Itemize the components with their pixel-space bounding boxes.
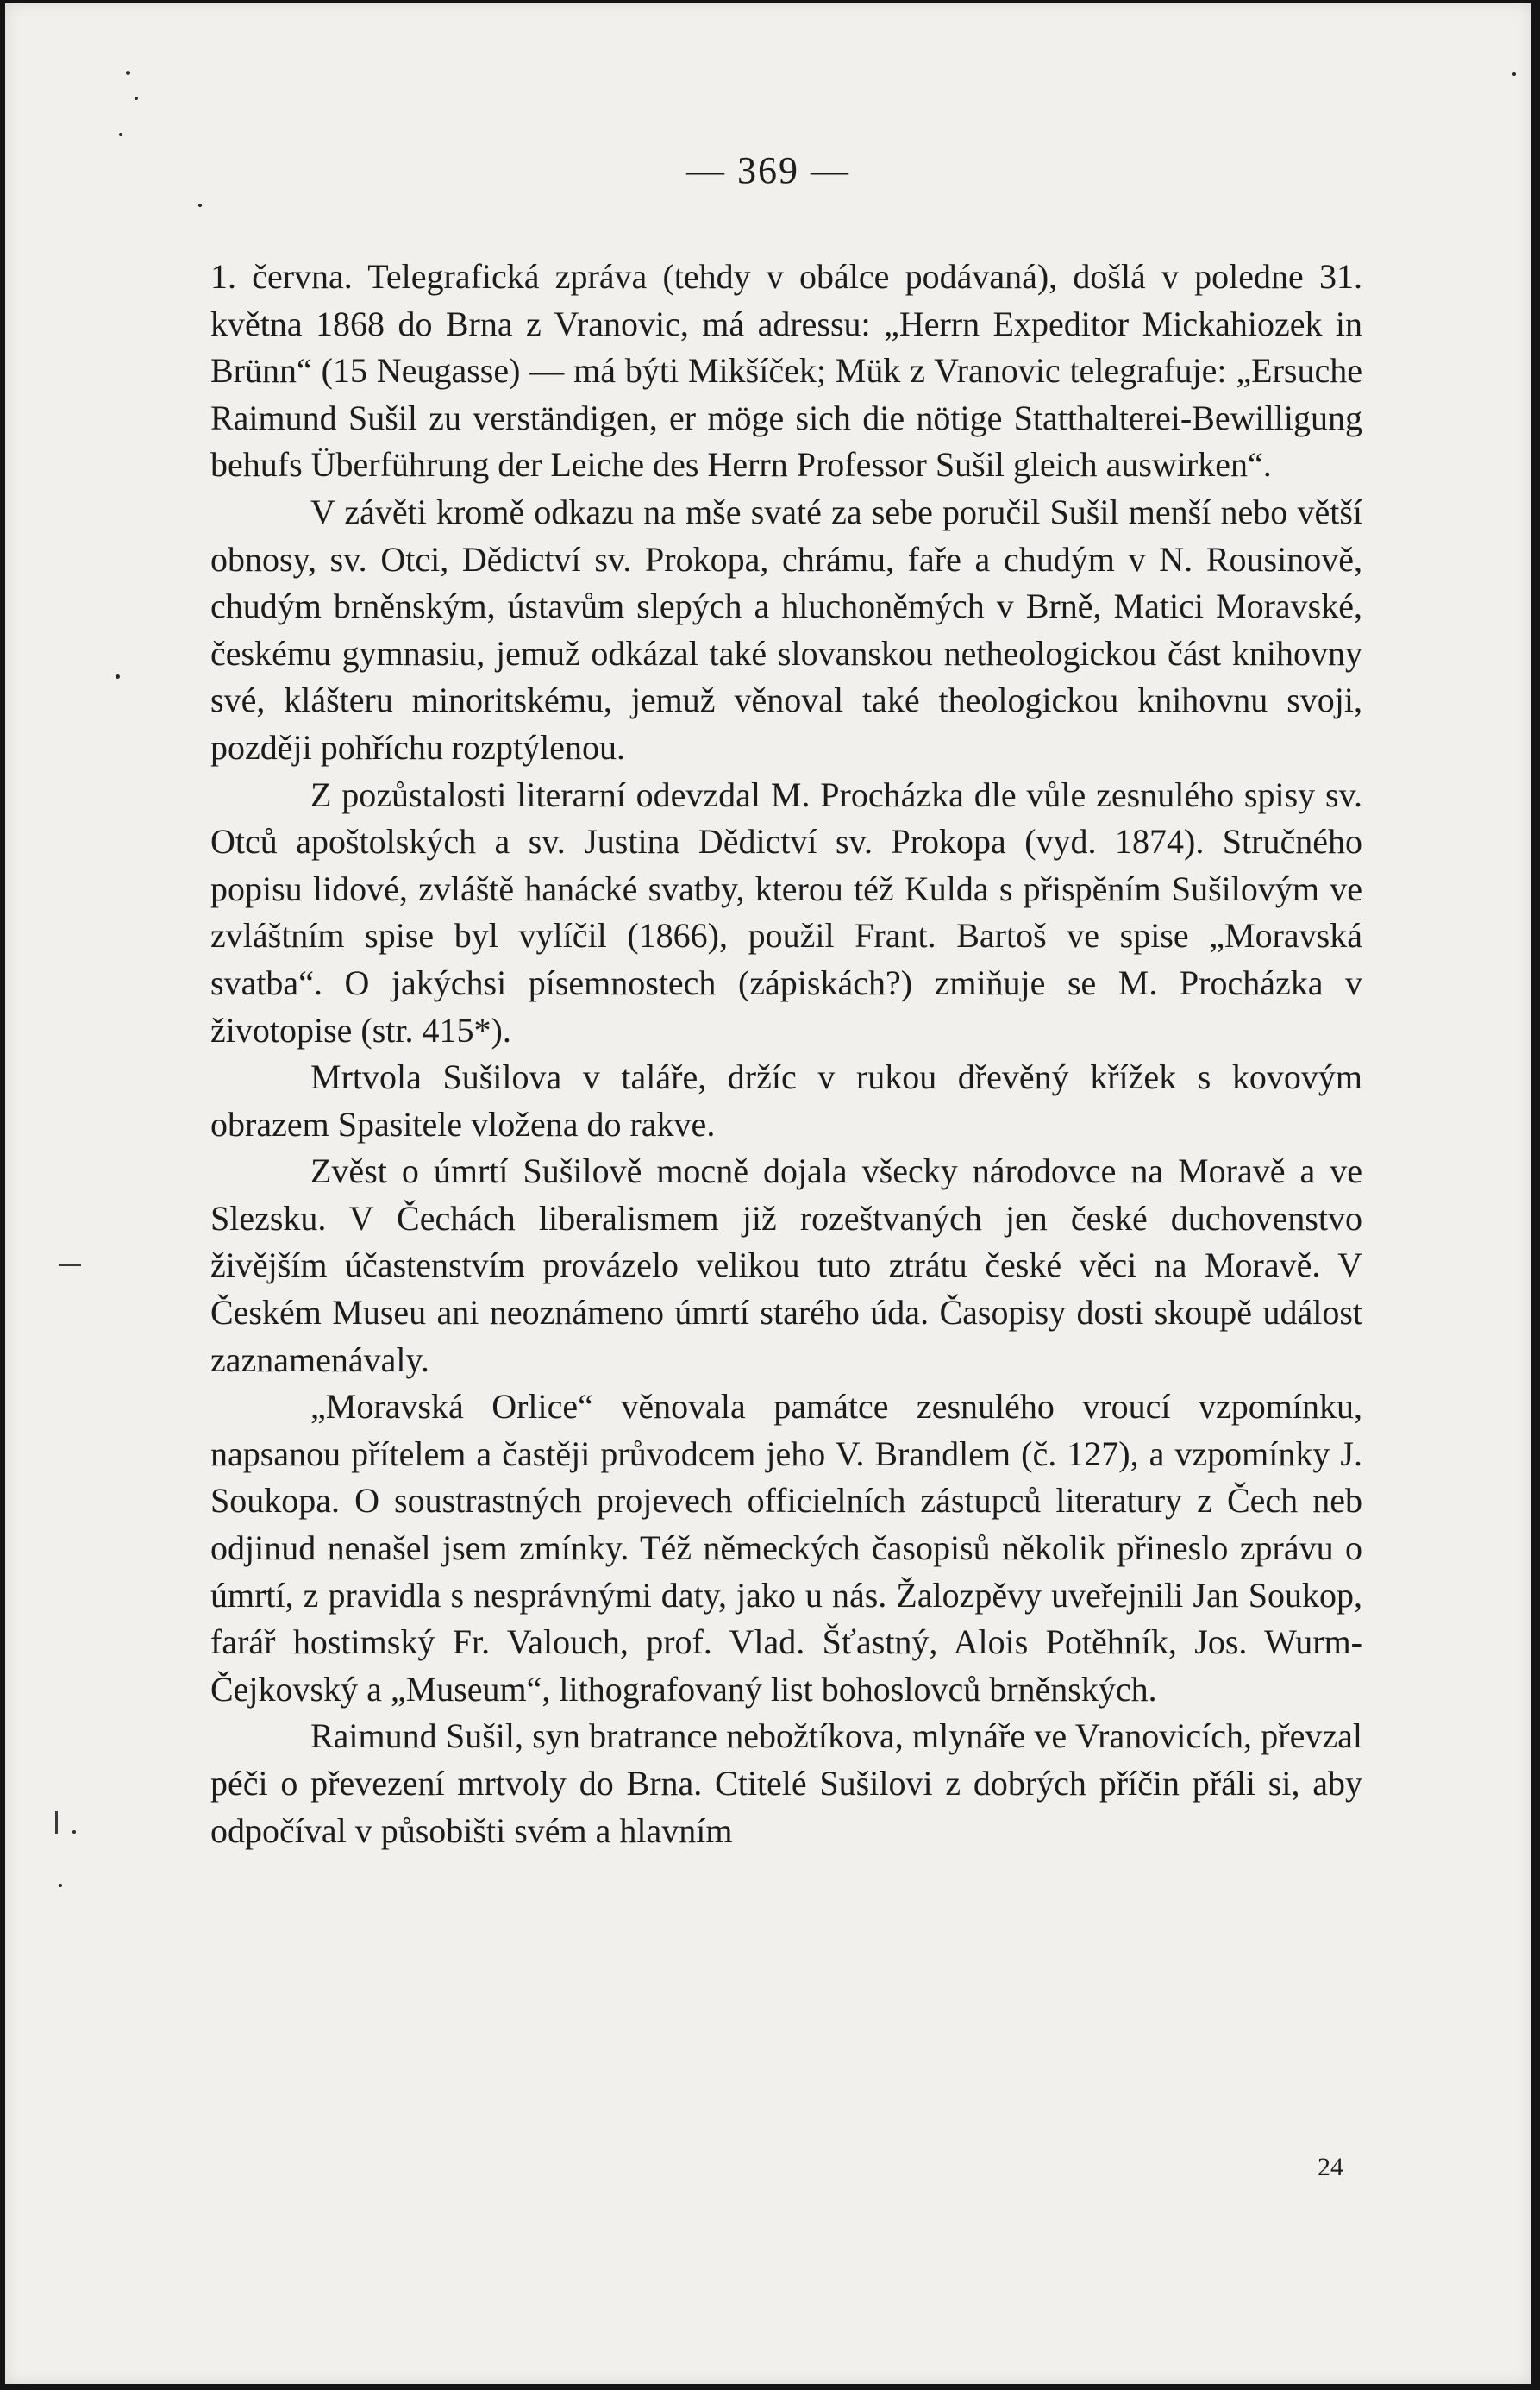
scan-speck [119,133,122,136]
paragraph-news-of-death: Zvěst o úmrtí Sušilově mocně dojala všecky národovce na Moravě a ve Slezsku. V Čechách liberalismem již rozeštvaných jen české duchovenstvo živějším účastenstvím provázelo velikou tuto ztrátu české věci na Moravě. V Českém Museu ani neoznámeno úmrtí starého úda. Časopisy dosti skoupě událost zaznamenávaly. [210,1151,1362,1379]
margin-mark [55,1811,58,1834]
main-text [210,254,1362,1854]
paragraph-telegram: 1. června. Telegrafická zpráva (tehdy v obálce podávaná), došlá v poledne 31. května 1868 do Brna z Vranovic, má adressu: „Herrn Expeditor Mickahiozek in Brünn“ (15 Neugasse) — má býti Mikšíček; Mük z Vranovic telegrafuje: „Ersuche Raimund Sušil zu verständigen, er möge sich die nötige Statthalterei-Bewilligung behufs Überführung der Leiche des Herrn Professor Sušil gleich auswirken“. [210,257,1362,485]
paragraph-will: V závěti kromě odkazu na mše svaté za sebe poručil Sušil menší nebo větší obnosy, sv. Otci, Dědictví sv. Prokopa, chrámu, faře a chudým v N. Rousinově, chudým brněnským, ústavům slepých a hluchoněmých v Brně, Matici Moravské, českému gymnasiu, jemuž odkázal také slovanskou netheologickou část knihovny své, klášteru minoritskému, jemuž věnoval také theologickou knihovnu svoji, později pohříchu rozptýlenou. [210,492,1362,767]
scan-speck [72,1830,76,1834]
scanned-page [5,3,1531,2384]
paragraph-transport: Raimund Sušil, syn bratrance nebožtíkova, mlynáře ve Vranovicích, převzal péči o převezení mrtvoly do Brna. Ctitelé Sušilovi z dobrých příčin přáli si, aby odpočíval v působišti svém a hlavním [210,1716,1362,1850]
scan-speck [116,674,120,679]
scan-speck [135,97,138,100]
scan-speck [59,1884,62,1887]
paragraph-press-memorials: „Moravská Orlice“ věnovala památce zesnulého vroucí vzpomínku, napsanou přítelem a častěji průvodcem jeho V. Brandlem (č. 127), a vzpomínky J. Soukopa. O soustrastných projevech officielních zástupců literatury z Čech neb odjinud nenašel jsem zmínky. Též německých časopisů několik přineslo zprávu o úmrtí, z pravidla s nesprávnými daty, jako u nás. Žalozpěvy uveřejnili Jan Soukop, farář hostimský Fr. Valouch, prof. Vlad. Šťastný, Alois Potěhník, Jos. Wurm-Čejkovský a „Museum“, lithografovaný list bohoslovců brněnských. [210,1387,1362,1709]
margin-mark [59,1264,81,1266]
paragraph-body: Mrtvola Sušilova v taláře, držíc v rukou dřevěný křížek s kovovým obrazem Spasitele vložena do rakve. [210,1057,1362,1144]
scan-speck [126,71,130,75]
page-number-header: — 369 — [686,149,850,191]
scan-speck [198,204,202,207]
scan-speck [1512,72,1516,76]
paragraph-estate: Z pozůstalosti literarní odevzdal M. Procházka dle vůle zesnulého spisy sv. Otců apoštolských a sv. Justina Dědictví sv. Prokopa (vyd. 1874). Stručného popisu lidové, zvláště hanácké svatby, kterou též Kulda s přispěním Sušilovým ve zvláštním spise byl vylíčil (1866), použil Frant. Bartoš ve spise „Moravská svatba“. O jakýchsi písemnostech (zápiskách?) zmiňuje se M. Procházka v životopise (str. 415*). [210,775,1362,1050]
printer-signature-mark: 24 [1318,2153,1343,2181]
